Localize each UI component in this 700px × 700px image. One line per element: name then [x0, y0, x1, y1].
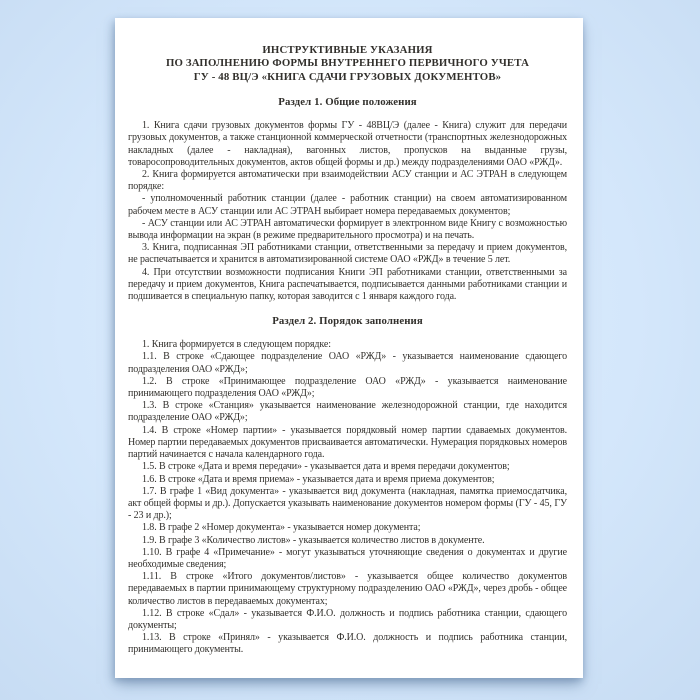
paragraph: 2. Книга формируется автоматически при взаимодействии АСУ станции и АС ЭТРАН в следующем порядке: — [128, 169, 567, 193]
document-title-line-1: ИНСТРУКТИВНЫЕ УКАЗАНИЯ — [262, 44, 433, 56]
paragraph: 1.4. В строке «Номер партии» - указывается порядковый номер партии сдаваемых документов. Номер партии передаваемых документов присваивается автоматически. Нумерация порядковых номеров партий начинается с начала календарного года. — [128, 424, 567, 461]
paragraph: 1.8. В графе 2 «Номер документа» - указывается номер документа; — [142, 522, 421, 534]
paragraph: 1.11. В строке «Итого документов/листов» - указывается общее количество документов передаваемых в партии принимающему структурному подразделению ОАО «РЖД», через дробь - общее количество листов в передаваемых документах; — [128, 571, 567, 607]
paragraph: 1.3. В строке «Станция» указывается наименование железнодорожной станции, где находится подразделение ОАО «РЖД»; — [128, 400, 567, 424]
paragraph: 1.1. В строке «Сдающее подразделение ОАО «РЖД» - указывается наименование сдающего подразделения ОАО «РЖД»; — [128, 351, 567, 375]
document-title-line-2: ПО ЗАПОЛНЕНИЮ ФОРМЫ ВНУТРЕННЕГО ПЕРВИЧНОГО УЧЕТА — [165, 57, 530, 70]
paragraph: 1.2. В строке «Принимающее подразделение ОАО «РЖД» - указывается наименование принимающего подразделения ОАО «РЖД»; — [128, 375, 567, 400]
paragraph: 1. Книга сдачи грузовых документов формы ГУ - 48ВЦ/Э (далее - Книга) служит для передачи грузовых документов, а также станционной коммерческой отчетности (транспортных железнодорожных накладных (далее - накладная), вагонных листов, пропусков на выданные грузы, товаросопроводительных документов, актов общей формы и др.) между подразделениями ОАО «РЖД». — [128, 120, 567, 168]
paragraph: 1.9. В графе 3 «Количество листов» - указывается количество листов в документе. — [142, 534, 485, 546]
section-1-heading: Раздел 1. Общие положения — [278, 96, 417, 109]
section-filling-order — [128, 315, 567, 656]
section-2-heading: Раздел 2. Порядок заполнения — [272, 315, 423, 328]
document-title — [128, 44, 567, 84]
paragraph: 1.6. В строке «Дата и время приема» - указывается дата и время приема документов; — [142, 473, 495, 485]
document-page — [115, 18, 583, 678]
paragraph: 1.10. В графе 4 «Примечание» - могут указываться уточняющие сведения о документах и другие необходимые сведения; — [128, 546, 567, 570]
paragraph: - уполномоченный работник станции (далее - работник станции) на своем автоматизированном рабочем месте в АСУ станции или АС ЭТРАН выбирает номера передаваемых документов; — [128, 193, 567, 217]
section-2-body — [128, 339, 567, 656]
paragraph: - АСУ станции или АС ЭТРАН автоматически формирует в электронном виде Книгу с возможностью вывода информации на экран (в режиме предварительного просмотра) и на печать. — [128, 217, 567, 242]
paragraph: 1.13. В строке «Принял» - указывается Ф.И.О. должность и подпись работника станции, принимающего документы. — [128, 632, 567, 656]
section-general-provisions — [128, 96, 567, 303]
paragraph: 1.7. В графе 1 «Вид документа» - указывается вид документа (накладная, памятка приемосдатчика, акт общей формы и др.). Допускается указывать наименование документов номером формы (ГУ - 45, ГУ - 23 и др.); — [128, 485, 567, 522]
paragraph: 1.12. В строке «Сдал» - указывается Ф.И.О. должность и подпись работника станции, сдающего документы; — [128, 607, 567, 631]
document-title-line-3: ГУ - 48 ВЦ/Э «КНИГА СДАЧИ ГРУЗОВЫХ ДОКУМЕНТОВ» — [193, 70, 502, 83]
section-1-body — [128, 120, 567, 303]
paragraph: 1.5. В строке «Дата и время передачи» - указывается дата и время передачи документов; — [142, 461, 510, 473]
paragraph: 1. Книга формируется в следующем порядке: — [142, 339, 331, 351]
paragraph: 3. Книга, подписанная ЭП работниками станции, ответственными за передачу и прием документов, не распечатывается и хранится в автоматизированной системе ОАО «РЖД» в течение 5 лет. — [128, 242, 567, 266]
paragraph: 4. При отсутствии возможности подписания Книги ЭП работниками станции, ответственными за передачу и прием документов, Книга распечатывается, подписывается данными работниками станции и подшивается в специальную папку, которая заводится с 1 января каждого года. — [128, 266, 567, 303]
